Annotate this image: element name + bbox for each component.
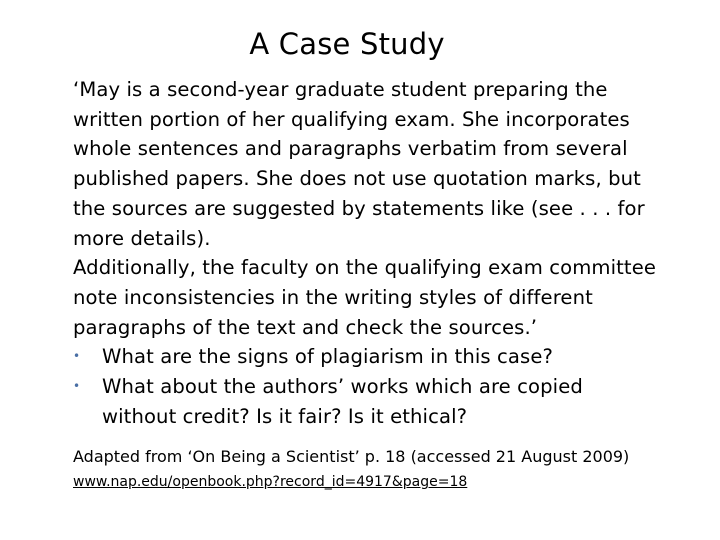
quote-line: written portion of her qualifying exam. She incorporates (73, 107, 630, 131)
quote-line: note inconsistencies in the writing styles of different (73, 285, 593, 309)
bullet-icon: • (73, 349, 81, 364)
bullet-text: What about the authors’ works which are copied (102, 375, 583, 399)
question-bullet-signs (73, 342, 673, 372)
bullet-text: What are the signs of plagiarism in this case? (102, 345, 553, 369)
source-link[interactable]: www.nap.edu/openbook.php?record_id=4917&page=18 (73, 474, 468, 490)
quote-line: ‘May is a second-year graduate student preparing the (73, 78, 608, 101)
bullet-text-continued: without credit? Is it fair? Is it ethical? (102, 404, 468, 428)
quote-line: more details). (73, 226, 211, 250)
question-bullet-authors (73, 372, 673, 431)
quote-line: published papers. She does not use quotation marks, but (73, 167, 641, 191)
quote-line: Additionally, the faculty on the qualifying exam committee (73, 256, 657, 280)
slide-title: A Case Study (249, 27, 445, 61)
source-citation: Adapted from ‘On Being a Scientist’ p. 18 (accessed 21 August 2009) (73, 447, 630, 466)
quote-line: paragraphs of the text and check the sources.’ (73, 315, 538, 339)
quote-line: whole sentences and paragraphs verbatim from several (73, 137, 628, 161)
case-study-body (73, 75, 673, 431)
bullet-icon: • (73, 379, 81, 394)
quote-line: the sources are suggested by statements like (see . . . for (73, 196, 645, 220)
